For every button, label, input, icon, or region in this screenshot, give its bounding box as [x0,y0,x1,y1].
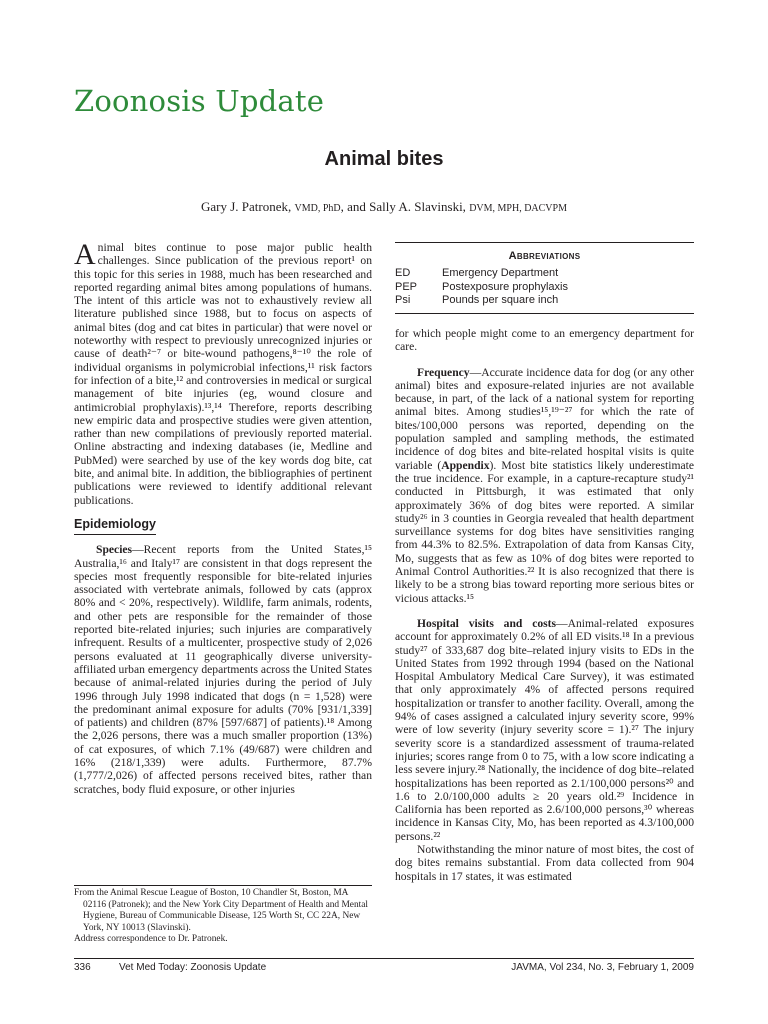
abbreviations-box [395,242,694,314]
abbreviation-row [395,267,694,281]
author-1-credentials: VMD, PhD [294,203,341,214]
frequency-run-in-head: Frequency [417,365,470,379]
author-1: Gary J. Patronek, [200,199,295,214]
left-column [74,238,373,796]
series-title: Zoonosis Update [74,84,325,118]
abbreviation-term: ED [395,267,411,279]
frequency-text-a: —Accurate incidence data for dog (or any other animal) bites and exposure-related injuries are not available because, in part, of the lack of a national system for reporting animal bites. Among studies¹⁵,¹⁹⁻²⁷ for which the rate of bites/100,000 persons was reported, depending on the population sampled and sampling methods, the estimated incidence of dog bites and bite-related hospital visits is quite variable ( [395,365,694,472]
section-heading-epidemiology: Epidemiology [74,518,156,535]
page-number: 336 [74,962,91,973]
species-paragraph [74,543,372,796]
affiliation-footnote [74,885,372,946]
intro-text: nimal bites continue to pose major public health challenges. Since publication of the previous report¹ on this topic for this series in 1988, much has been researched and reported regarding animal bites among populations of humans. The intent of this article was not to exhaustively review all literature published since 1988, but to focus on aspects of animal bites (dog and cat bites in particular) that were novel or noteworthy with respect to previously unrecognized injuries or cause of death²⁻⁷ or bite-wound pathogens,⁸⁻¹⁰ the role of individual organisms in polymicrobial infections,¹¹ risk factors for infection of a bite,¹² and controversies in medical or surgical management of bite injuries (eg, wound closure and antimicrobial prophylaxis).¹³,¹⁴ Therefore, reports describing new empiric data and prospective studies were given attention, rather than new compilations of previously reported material. Online abstracting and indexing databases (ie, Medline and PubMed) were searched by use of the key words dog bite, cat bite, and animal bite. In addition, the bibliographies of pertinent publications were reviewed to identify additional relevant publications. [74,241,372,507]
affiliation-text: From the Animal Rescue League of Boston, 10 Chandler St, Boston, MA 02116 (Patronek); and the New York City Department of Health and Mental Hygiene, Bureau of Communicable Disease, 125 Worth St, CC 22A, New York, NY 10013 (Slavinski). [74,888,369,933]
author-line [0,199,768,215]
correspondence-text: Address correspondence to Dr. Patronek. [74,934,228,945]
right-column [395,327,694,883]
cost-paragraph: Notwithstanding the minor nature of most bites, the cost of dog bites remains substantial. From data collected from 904 hospitals in 17 states, it was estimated [395,842,694,883]
abbreviation-term: Psi [395,294,411,306]
abbreviation-row [395,281,694,295]
abbreviation-definition: Pounds per square inch [442,294,559,306]
species-text: —Recent reports from the United States,¹⁵ Australia,¹⁶ and Italy¹⁷ are consistent in that dogs represent the species most frequently responsible for bite-related injuries associated with vertebrate animals, followed by cats (approx 80% and < 20%, respectively). Wildlife, farm animals, rodents, and other pets are responsible for the remainder of those reported bite-related injuries; such injuries are comparatively infrequent. Results of a multicenter, prospective study of 2,026 persons evaluated at 11 geographically diverse university-affiliated urban emergency departments across the United States because of animal-related injuries during the period of July 1996 through July 1998 indicated that dogs (n = 1,528) were the predominant animal exposure for adults (70% [931/1,339] of patients) and children (87% [597/687] of patients).¹⁸ Among the 2,026 persons, there was a much smaller proportion (13%) of cat exposures, of which 7.1% (49/687) were children and 16% (218/1,339) were adults. Furthermore, 87.7% (1,777/2,026) of affected persons received bites, rather than scratches, body fluid exposure, or other injuries [74,543,373,796]
article-title: Animal bites [324,148,444,170]
hospital-text: —Animal-related exposures account for approximately 0.2% of all ED visits.¹⁸ In a previous study²⁷ of 333,687 dog bite–related injury visits to EDs in the United States from 1992 through 1994 (based on the National Hospital Ambulatory Medical Care Survey), it was estimated that only approximately 4% of affected persons required hospitalization or transfer to another facility. Overall, among the 94% of cases assigned a calculated injury severity score, 99% were of low severity (injury severity score = 1).²⁷ The injury severity score is a standardized assessment of trauma-related injuries; scores range from 0 to 75, with a low score indicating a less severe injury.²⁸ Nationally, the incidence of dog bite–related hospitalizations has been reported as 2.1/100,000 persons²⁰ and 1.6 to 2.0/100,000 adults ≥ 20 years old.²⁹ Incidence in California has been reported as 2.6/100,000 persons,³⁰ whereas incidence in Kansas City, Mo, has been reported as 4.3/100,000 persons.²² [395,616,694,843]
abbreviation-row [395,294,694,308]
author-2: , and Sally A. Slavinski, [340,199,470,214]
abbreviation-definition: Emergency Department [442,267,559,279]
footer-citation: JAVMA, Vol 234, No. 3, February 1, 2009 [511,962,694,973]
hospital-run-in-head: Hospital visits and costs [417,616,557,630]
footer-rule [74,958,694,959]
appendix-reference: Appendix [441,458,490,472]
frequency-text-b: ). Most bite statistics likely underestimate the true incidence. For example, in a capture-recapture study²¹ conducted in Pittsburgh, it was estimated that only approximately 36% of dog bites were reported. A similar study²⁶ in 3 counties in Georgia revealed that health department surveillance systems for dog bites have sensitivities ranging from 44.3% to 82.5%. Extrapolation of data from Kansas City, Mo, suggests that as few as 10% of dog bites were reported to Animal Control Authorities.²² It is also recognized that there is likely to be a strong bias toward reporting more serious bites or vicious attacks.¹⁵ [395,458,694,605]
abbreviation-definition: Postexposure prophylaxis [442,280,568,293]
author-2-credentials: DVM, MPH, DACVPM [469,203,567,214]
drop-cap: A [74,238,96,271]
abbreviations-heading: Abbreviations [508,250,581,262]
abbreviation-term: PEP [395,280,418,293]
hospital-paragraph [395,617,694,843]
frequency-paragraph [395,366,694,605]
footer-journal-section: Vet Med Today: Zoonosis Update [119,962,267,973]
continued-paragraph: for which people might come to an emergency department for care. [395,327,694,354]
species-run-in-head: Species [96,543,133,557]
intro-paragraph [74,238,372,507]
